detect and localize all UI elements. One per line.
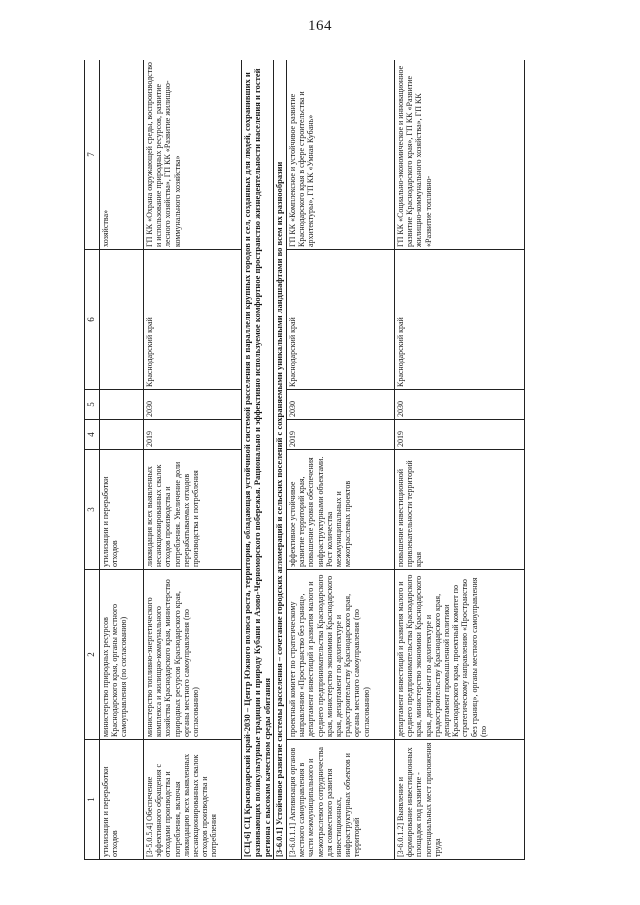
col-header: 2 (85, 570, 100, 740)
cell: 2019 (395, 420, 525, 450)
rotated-table-area (84, 60, 558, 860)
cell: Краснодарский край (395, 250, 525, 390)
cell (100, 250, 144, 390)
subsection-banner: [3-6.0.1] Устойчивое развитие системы расселения – сочетание городских агломераций и сельских поселений с сохраняемыми уникальными ландшафтами во всем их разнообразии (274, 60, 287, 860)
cell: 2030 (395, 390, 525, 420)
table-row (287, 60, 395, 860)
cell (100, 420, 144, 450)
cell: министерство топливно-энергетического комплекса и жилищно-коммунального хозяйства Краснодарского края, министерство природных ресурсов Краснодарского края, органы местного самоуправления (по согласованию) (144, 570, 242, 740)
section-banner: [СЦ-6] СЦ Краснодарский край-2030 – Центр Южного полюса роста, территория, обладающая устойчивой системой расселения в параллели крупных городов и сел, созданных для людей, сохранивших и развивающих поликультурные традиции и природу Кубани и Азово-Черноморского побережья. Рационально и эффективно используемое комфортное пространство жизнедеятельности населения и гостей региона с высоким качеством среды обитания (242, 60, 274, 860)
cell (100, 390, 144, 420)
table-row (144, 60, 242, 860)
cell: утилизации и переработки отходов (100, 450, 144, 570)
table-row (395, 60, 525, 860)
cell: [3-6.0.1.2] Выявление и формирование инвестиционных площадок под развитие - потенциальных мест приложения труда (395, 740, 525, 860)
cell: эффективное устойчивое развитие территорий края, повышение уровня обеспечения инфраструктурными объектами. Рост количества межмуниципальных и межотраслевых проектов (287, 450, 395, 570)
cell: хозяйства» (100, 60, 144, 250)
cell: Краснодарский край (287, 250, 395, 390)
cell: ликвидация всех выявленных несанкционированных свалок отходов производства и потребления. Увеличение доли перерабатываемых отходов производства и потребления (144, 450, 242, 570)
cell: 2030 (144, 390, 242, 420)
cell: повышение инвестиционной привлекательности территорий края (395, 450, 525, 570)
header-row (85, 60, 100, 860)
cell: [3-5.0.5.4] Обеспечение эффективного обращения с отходами производства и потребления, включая ликвидацию всех выявленных несанкционированных свалок отходов производства и потребления (144, 740, 242, 860)
cell: 2019 (287, 420, 395, 450)
cell: утилизации и переработки отходов (100, 740, 144, 860)
cell: ГП КК «Охрана окружающей среды, воспроизводство и использование природных ресурсов, развитие лесного хозяйства», ГП КК «Развитие жилищно-коммунального хозяйства» (144, 60, 242, 250)
cell: ГП КК «Комплексное и устойчивое развитие Краснодарского края в сфере строительства и архитектуры», ГП КК «Умная Кубань» (287, 60, 395, 250)
cell: [3-6.0.1.1] Активизация органов местного самоуправления в части межмуниципального и межотраслевого сотрудничества для совместного развития инвестиционных, инфраструктурных объектов и территорий (287, 740, 395, 860)
cell: ГП КК «Социально-экономическое и инновационное развитие Краснодарского края», ГП КК «Развитие жилищно-коммунального хозяйства», ГП КК «Развитие топливно- (395, 60, 525, 250)
col-header: 3 (85, 450, 100, 570)
col-header: 7 (85, 60, 100, 250)
cell: Краснодарский край (144, 250, 242, 390)
col-header: 6 (85, 250, 100, 390)
col-header: 1 (85, 740, 100, 860)
col-header: 4 (85, 420, 100, 450)
cell: министерство природных ресурсов Краснодарского края, органы местного самоуправления (по согласованию) (100, 570, 144, 740)
cell: департамент инвестиций и развития малого и среднего предпринимательства Краснодарского края, министерство экономики Краснодарского края, департамент по архитектуре и градостроительству Краснодарского края, департамент промышленной политики Краснодарского края, проектный комитет по стратегическому направлению «Пространство без границ», органы местного самоуправления (по (395, 570, 525, 740)
section-banner-row (242, 60, 274, 860)
cell: 2019 (144, 420, 242, 450)
table-row (100, 60, 144, 860)
subsection-banner-row (274, 60, 287, 860)
page-number: 164 (308, 18, 332, 34)
cell: 2030 (287, 390, 395, 420)
cell: проектный комитет по стратегическому направлению «Пространство без границ», департамент инвестиций и развития малого и среднего предпринимательства Краснодарского края, министерство экономики Краснодарского края, департамент по архитектуре и градостроительству Краснодарского края, органы местного самоуправления (по согласованию) (287, 570, 395, 740)
strategy-table (84, 60, 525, 860)
col-header: 5 (85, 390, 100, 420)
